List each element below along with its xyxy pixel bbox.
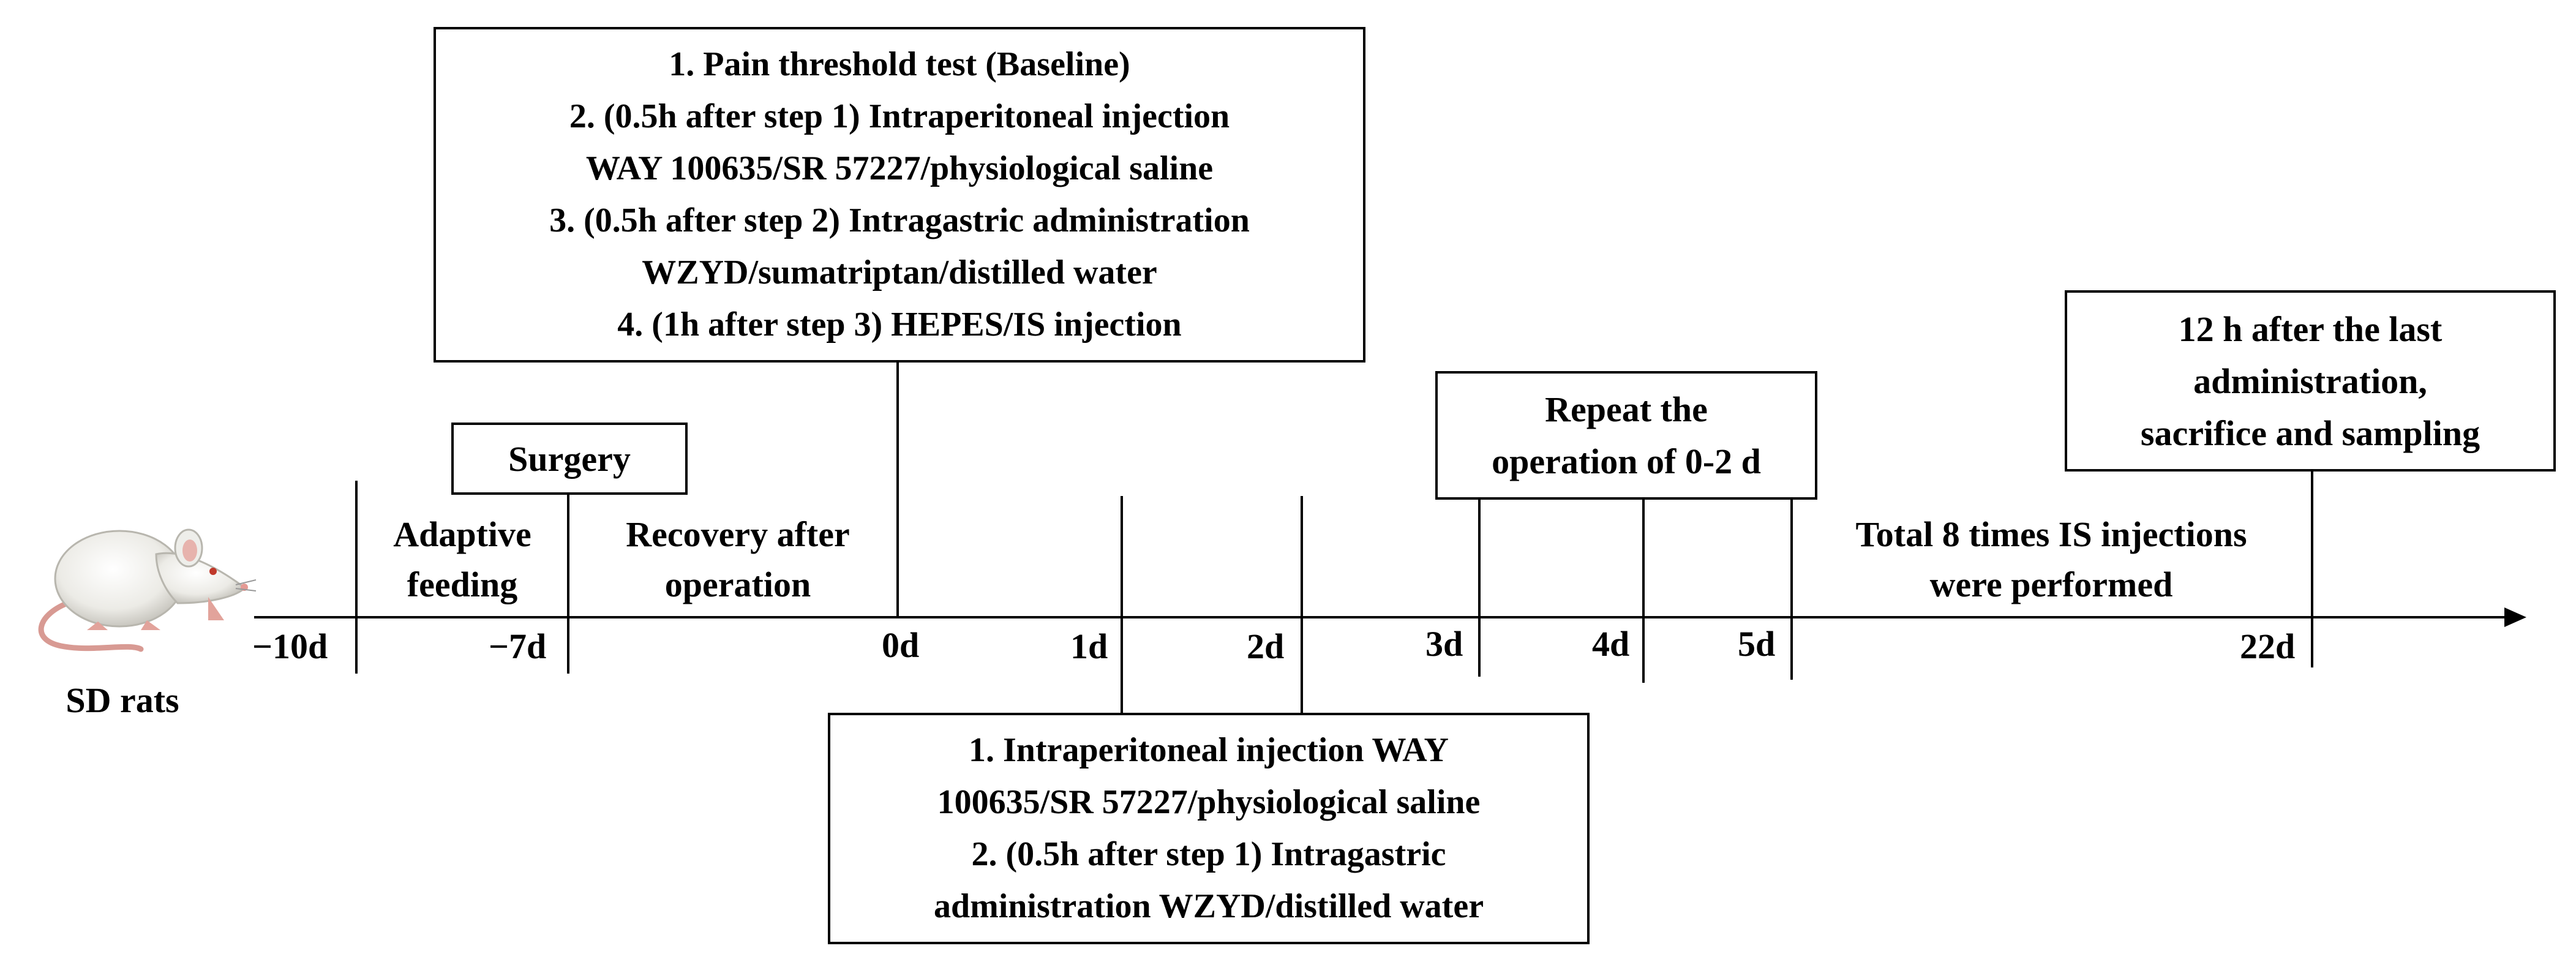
top-protocol-line-4: 3. (0.5h after step 2) Intragastric administration	[549, 201, 1250, 239]
tick-label-minus7d: −7d	[489, 626, 547, 666]
tick-label-minus10d: −10d	[252, 626, 328, 666]
tick-label-1d: 1d	[1070, 626, 1108, 666]
final-sampling-box: 12 h after the last administration, sacrifice and sampling	[2065, 290, 2556, 472]
bottom-protocol-line-1: 1. Intraperitoneal injection WAY	[969, 731, 1449, 769]
tick-label-22d: 22d	[2240, 626, 2296, 666]
top-protocol-line-2: 2. (0.5h after step 1) Intraperitoneal injection	[569, 97, 1230, 135]
bottom-protocol-line-3: 2. (0.5h after step 1) Intragastric	[971, 835, 1446, 873]
tick-label-3d: 3d	[1425, 624, 1463, 664]
rat-icon	[24, 511, 257, 664]
tick-label-4d: 4d	[1592, 624, 1630, 664]
tick-label-5d: 5d	[1738, 624, 1776, 664]
marker-line-4d	[1642, 496, 1645, 683]
top-protocol-line-3: WAY 100635/SR 57227/physiological saline	[585, 149, 1214, 187]
marker-line-1d	[1121, 496, 1123, 715]
top-protocol-line-1: 1. Pain threshold test (Baseline)	[669, 45, 1130, 83]
tick-label-0d: 0d	[882, 625, 920, 665]
top-protocol-box	[434, 27, 1365, 363]
bottom-protocol-box	[828, 713, 1590, 944]
phase-adaptive-feeding: Adaptive feeding	[393, 514, 531, 604]
marker-line-2d	[1301, 496, 1303, 715]
marker-line-22d	[2311, 468, 2313, 667]
top-protocol-line-5: WZYD/sumatriptan/distilled water	[642, 254, 1157, 291]
top-protocol-line-6: 4. (1h after step 3) HEPES/IS injection	[617, 306, 1182, 344]
timeline-axis	[254, 616, 2507, 618]
marker-line-0d	[896, 361, 899, 616]
repeat-operation-box: Repeat the operation of 0-2 d	[1435, 371, 1817, 500]
marker-line-minus10d	[355, 481, 358, 674]
marker-line-3d	[1478, 496, 1481, 677]
marker-line-5d	[1790, 496, 1793, 680]
phase-total-injections: Total 8 times IS injections were performed	[1855, 514, 2247, 604]
tick-label-2d: 2d	[1247, 626, 1285, 666]
bottom-protocol-line-4: administration WZYD/distilled water	[933, 887, 1484, 925]
subject-label: SD rats	[66, 680, 179, 720]
timeline-arrowhead	[2504, 607, 2526, 627]
marker-line-minus7d	[567, 490, 569, 674]
bottom-protocol-line-2: 100635/SR 57227/physiological saline	[937, 783, 1481, 821]
surgery-box: Surgery	[451, 423, 688, 495]
phase-recovery-after-operation: Recovery after operation	[626, 514, 850, 604]
